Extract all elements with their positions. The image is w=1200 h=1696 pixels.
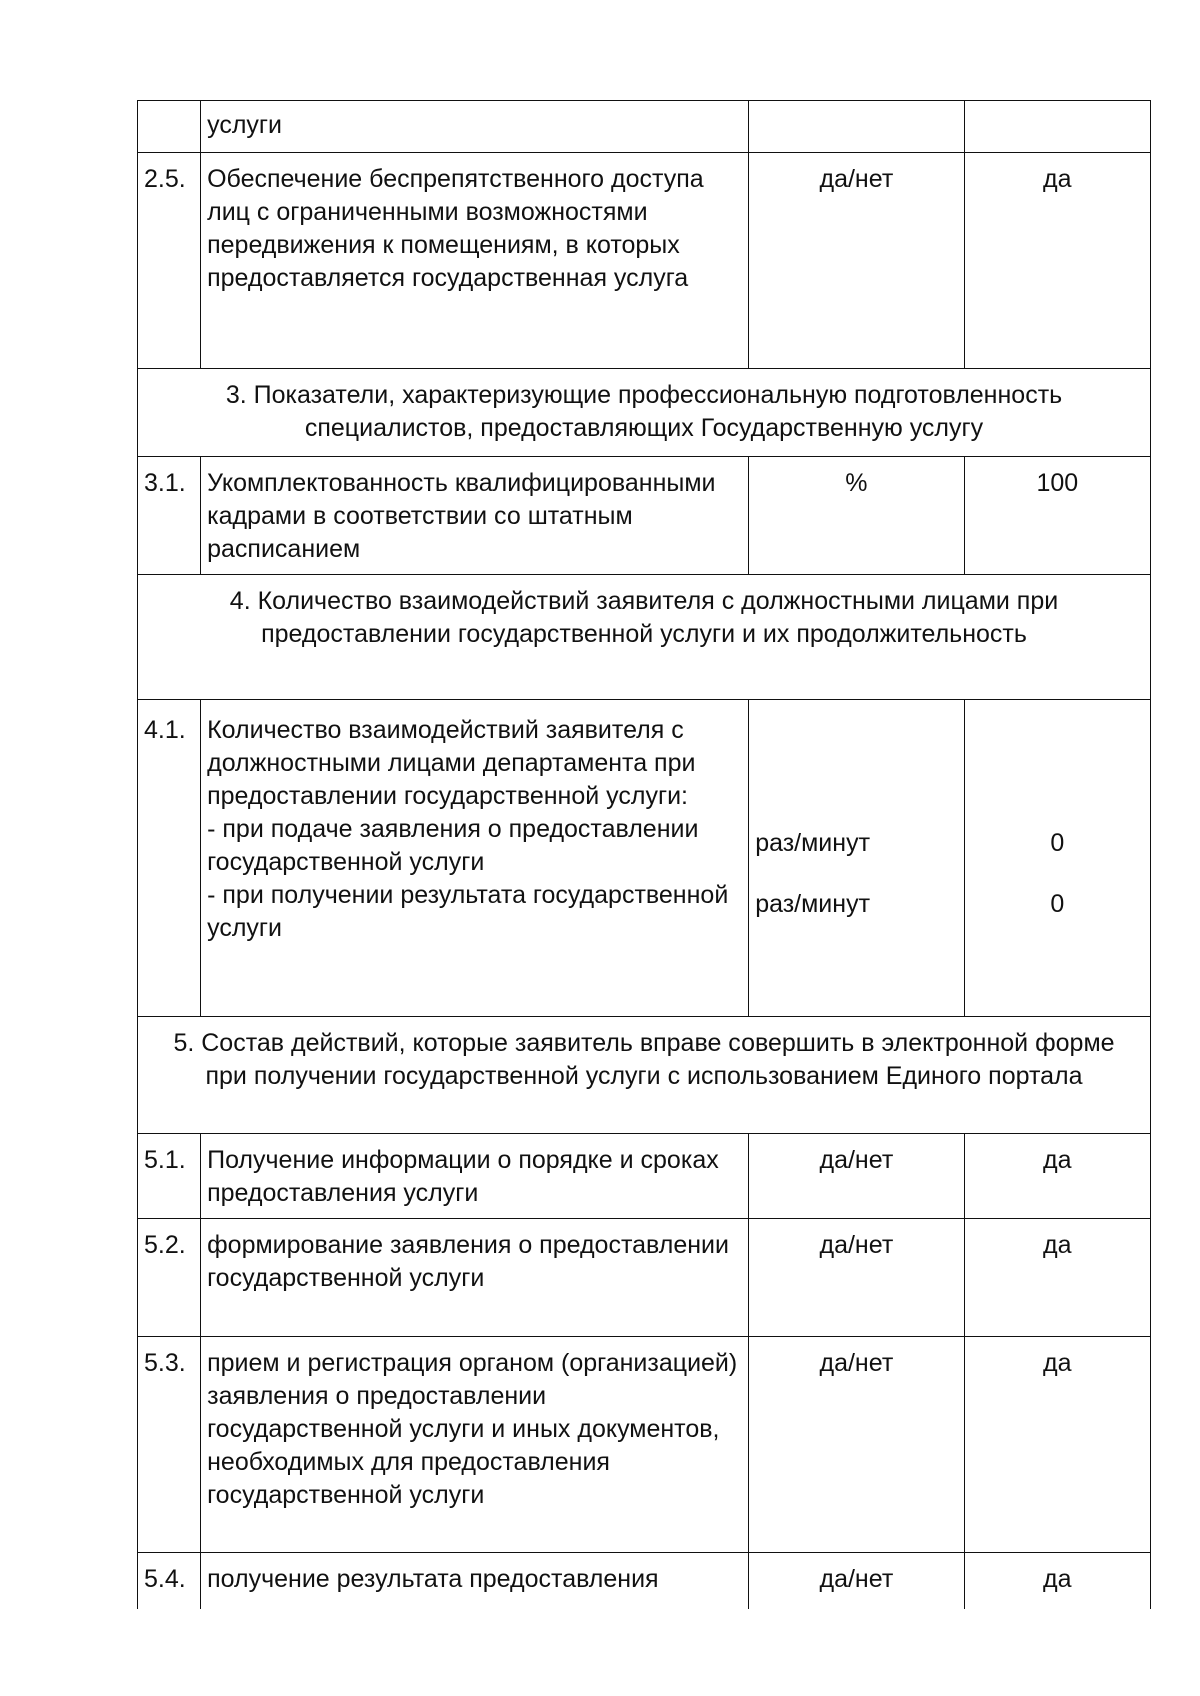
row-unit: да/нет [749,1219,964,1337]
row-description [201,700,749,1017]
spacer [965,860,1150,888]
table-row [138,1337,1151,1553]
row-number: 5.1. [138,1134,201,1219]
row-value: да [964,1219,1150,1337]
spacer [755,860,963,888]
row-unit: да/нет [749,1337,964,1553]
row-unit [749,700,964,1017]
row-value [964,101,1150,153]
row-number [138,101,201,153]
row-description-intro: Количество взаимодействий заявителя с должностными лицами департамента при предоставлении государственной услуги: [207,716,696,810]
row-description: прием и регистрация органом (организацией) заявления о предоставлении государственной услуги и иных документов, необходимых для предоставления государственной услуги [201,1337,749,1553]
row-number: 5.2. [138,1219,201,1337]
row-value: да [964,153,1150,369]
table-row [138,101,1151,153]
row-value-1: 0 [1050,829,1065,857]
table-row [138,153,1151,369]
table-row [138,1219,1151,1337]
table-row [138,457,1151,575]
row-number: 5.3. [138,1337,201,1553]
row-number: 4.1. [138,700,201,1017]
row-description: получение результата предоставления [201,1553,749,1609]
row-value: да [964,1553,1150,1609]
section-header-row [138,369,1151,457]
row-number: 2.5. [138,153,201,369]
row-number: 3.1. [138,457,201,575]
section-heading: 5. Состав действий, которые заявитель вправе совершить в электронной форме при получении государственной услуги с использованием Единого портала [138,1017,1151,1134]
row-description-item: - при подаче заявления о предоставлении государственной услуги [207,815,699,876]
row-unit: да/нет [749,1134,964,1219]
row-value: да [964,1337,1150,1553]
row-value-2: 0 [1050,890,1065,918]
row-unit-2: раз/минут [755,890,871,918]
row-value: 100 [964,457,1150,575]
row-unit: % [749,457,964,575]
row-description: Обеспечение беспрепятственного доступа лиц с ограниченными возможностями передвижения к помещениям, в которых предоставляется государственная услуга [201,153,749,369]
section-header-row [138,1017,1151,1134]
row-description: формирование заявления о предоставлении государственной услуги [201,1219,749,1337]
row-value [964,700,1150,1017]
row-description: Получение информации о порядке и сроках предоставления услуги [201,1134,749,1219]
table-row [138,1134,1151,1219]
row-description: Укомплектованность квалифицированными кадрами в соответствии со штатным расписанием [201,457,749,575]
row-number: 5.4. [138,1553,201,1609]
section-heading: 4. Количество взаимодействий заявителя с должностными лицами при предоставлении государственной услуги и их продолжительность [138,575,1151,700]
section-heading: 3. Показатели, характеризующие профессиональную подготовленность специалистов, предоставляющих Государственную услугу [138,369,1151,457]
row-description-item: - при получении результата государственной услуги [207,881,729,942]
row-unit: да/нет [749,153,964,369]
row-description: услуги [201,101,749,153]
row-unit [749,101,964,153]
table-row [138,1553,1151,1609]
row-unit: да/нет [749,1553,964,1609]
row-value: да [964,1134,1150,1219]
section-header-row [138,575,1151,700]
table-row [138,700,1151,1017]
indicators-table [137,100,1151,1609]
row-unit-1: раз/минут [755,829,871,857]
